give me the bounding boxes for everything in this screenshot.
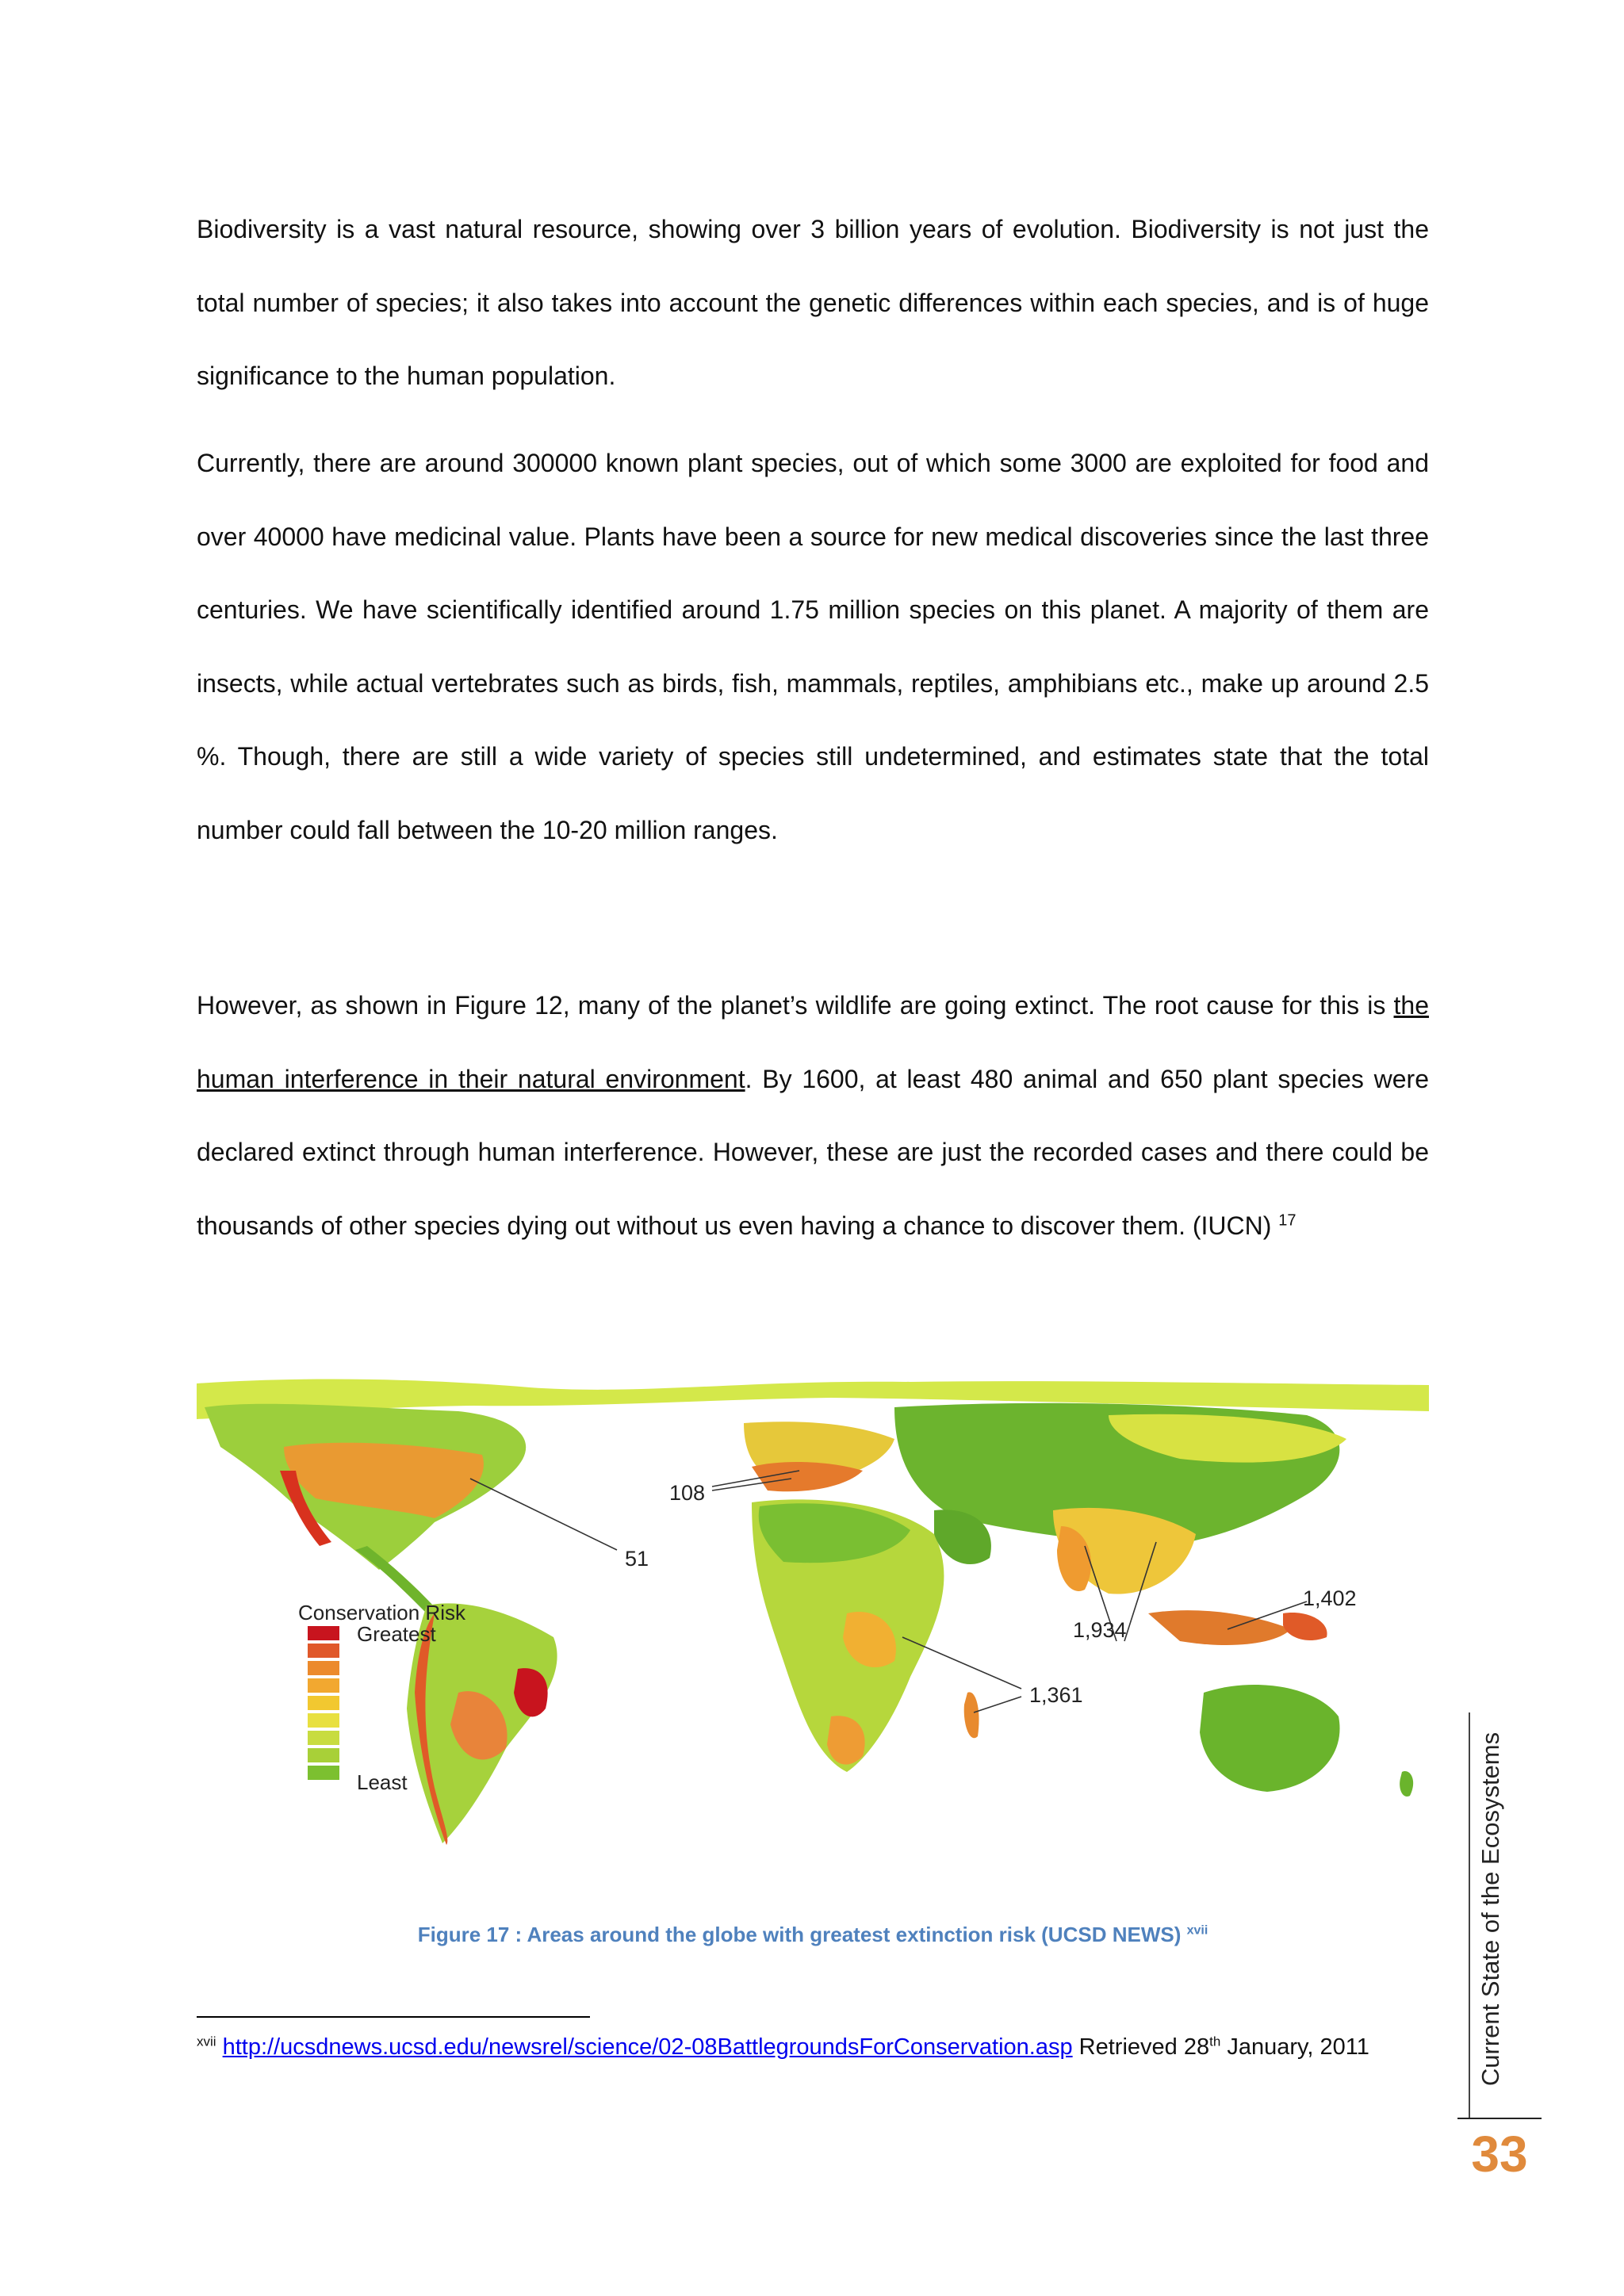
map-graphic (197, 1376, 1429, 1851)
underlined-phrase: the human interference in their natural environment (197, 991, 1429, 1093)
madagascar (964, 1692, 979, 1738)
world-risk-map (197, 1376, 1429, 1851)
legend-low-label: Least (357, 1770, 408, 1794)
page-number: 33 (1471, 2126, 1528, 2183)
new-zealand (1400, 1771, 1413, 1797)
footnote-retrieved-text: Retrieved 28 (1072, 2034, 1210, 2060)
legend-swatch (308, 1644, 339, 1658)
legend-swatch (308, 1748, 339, 1762)
legend-swatch (308, 1678, 339, 1693)
legend-swatch (308, 1731, 339, 1745)
legend-swatch (308, 1713, 339, 1728)
figure-caption (197, 1923, 1429, 1947)
callout-label-indonesia: 1,402 (1303, 1586, 1357, 1610)
footnote-marker: xvii (197, 2034, 216, 2049)
callout-line-1361a (902, 1637, 1021, 1689)
paragraph-3-text-a: However, as shown in Figure 12, many of the planet’s wildlife are going extinct. The root cause for this is (197, 991, 1394, 1020)
new-guinea-hotspot (1283, 1613, 1327, 1640)
footnote (197, 2030, 1429, 2064)
footnote-ordinal: th (1209, 2034, 1221, 2049)
callout-line-51 (470, 1479, 617, 1550)
reference-superscript: 17 (1278, 1211, 1297, 1229)
footnote-divider (197, 2016, 590, 2018)
legend-high-label: Greatest (357, 1622, 436, 1646)
callout-label-south-asia: 1,934 (1073, 1618, 1127, 1642)
legend-swatch (308, 1766, 339, 1780)
callout-label-us: 51 (625, 1547, 649, 1571)
footnote-link[interactable]: http://ucsdnews.ucsd.edu/newsrel/science/02-08BattlegroundsForConservation.asp (222, 2034, 1073, 2060)
callout-line-1361b (974, 1697, 1021, 1712)
legend-swatch (308, 1626, 339, 1640)
paragraph-3 (197, 969, 1429, 1262)
legend-swatches (308, 1626, 339, 1780)
legend-swatch (308, 1661, 339, 1675)
australia (1200, 1685, 1340, 1792)
sidebar-vertical-rule (1469, 1712, 1470, 2118)
section-title-vertical (1477, 1712, 1505, 2105)
legend-swatch (308, 1696, 339, 1710)
legend-title: Conservation Risk (298, 1601, 465, 1624)
callout-label-mediterranean: 108 (669, 1481, 706, 1505)
paragraph-1: Biodiversity is a vast natural resource, showing over 3 billion years of evolution. Biodiversity is not just the total number of species; it also takes into account the genetic differences within each species, and is of huge significance to the human population. (197, 215, 1429, 390)
callout-label-africa: 1,361 (1029, 1683, 1083, 1707)
figure-caption-ref: xvii (1186, 1923, 1208, 1938)
figure-caption-text: Figure 17 : Areas around the globe with greatest extinction risk (UCSD NEWS) (417, 1923, 1182, 1946)
paragraph-2: Currently, there are around 300000 known plant species, out of which some 3000 are exploited for food and over 40000 have medicinal value. Plants have been a source for new medical discoveries since the last three centuries. We have scientifically identified around 1.75 million species on this planet. A majority of them are insects, while actual vertebrates such as birds, fish, mammals, reptiles, amphibians etc., make up around 2.5 %. Though, there are still a wide variety of species still undetermined, and estimates state that the total number could fall between the 10-20 million ranges. (197, 449, 1429, 844)
indonesia-risk-zone (1148, 1610, 1291, 1645)
section-title-text: Current State of the Ecosystems (1477, 1732, 1504, 2086)
paragraph-3-text-b: . By 1600, at least 480 animal and 650 plant species were declared extinct through human interference. However, these are just the recorded cases and there could be thousands of other species dying out without us even having a chance to discover them. (IUCN) (197, 1064, 1430, 1240)
footnote-date-text: January, 2011 (1220, 2034, 1369, 2060)
sidebar-rule (1457, 2118, 1542, 2119)
